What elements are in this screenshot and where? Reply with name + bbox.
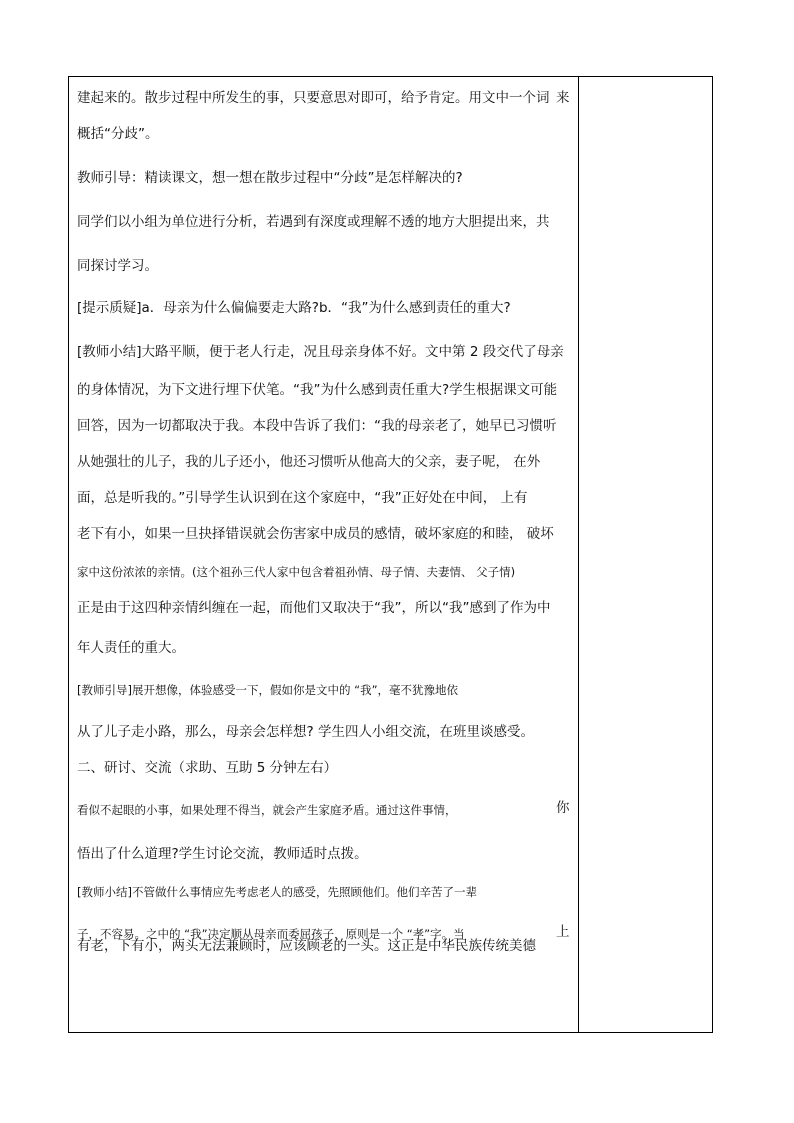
text-line: 有老，下有小，两头无法兼顾时，应该顾老的一头。这正是中华民族传统美德 [77,938,536,954]
text-line: 看似不起眼的小事，如果处理不得当，就会产生家庭矛盾。通过这件事情， [77,803,457,817]
text-line: [提示质疑]a．母亲为什么偏偏要走大路?b．“我”为什么感到责任的重大? [77,300,511,316]
text-line: [教师小结]不管做什么事情应先考虑老人的感受，先照顾他们。他们辛苦了一辈 [77,885,477,899]
text-line: 同探讨学习。 [77,258,158,274]
text-line: 同学们以小组为单位进行分析，若遇到有深度或理解不透的地方大胆提出来，共 [77,214,550,230]
text-line: 概括“分歧”。 [77,126,159,142]
text-line: 教师引导：精读课文，想一想在散步过程中“分歧”是怎样解决的? [77,170,463,186]
text-line: 面，总是听我的。”引导学生认识到在这个家庭中，“我”正好处在中间， 上有 [77,490,528,506]
line-end-text: 你 [556,800,570,816]
line-end-text: 来 [556,90,570,106]
text-line: 子，不容易。之中的 “我”决定顺从母亲而委屈孩子，原则是一个 “孝”字。当 [77,927,465,941]
line-end-text: 上 [556,924,570,940]
text-line: 回答，因为一切都取决于我。本段中告诉了我们：“我的母亲老了，她早已习惯听 [77,418,557,434]
text-line: 从了儿子走小路，那么，母亲会怎样想? 学生四人小组交流，在班里谈感受。 [77,724,534,740]
text-line: 老下有小，如果一旦抉择错误就会伤害家中成员的感情，破坏家庭的和睦， 破坏 [77,526,554,542]
text-line: 家中这份浓浓的亲情。(这个祖孙三代人家中包含着祖孙情、母子情、夫妻情、 父子情) [77,565,516,579]
lesson-plan-table [68,76,713,1033]
text-line: 年人责任的重大。 [77,640,185,656]
column-divider [578,77,579,1032]
text-line: [教师引导]展开想像，体验感受一下，假如你是文中的 “我”，毫不犹豫地依 [77,683,459,697]
text-line: 从她强壮的儿子，我的儿子还小，他还习惯听从他高大的父亲，妻子呢， 在外 [77,454,541,470]
text-line: 的身体情况，为下文进行埋下伏笔。“我”为什么感到责任重大?学生根据课文可能 [77,382,558,398]
text-line: 建起来的。散步过程中所发生的事，只要意思对即可，给予肯定。用文中一个词 [77,90,550,106]
text-line: [教师小结]大路平顺，便于老人行走，况且母亲身体不好。文中第 2 段交代了母亲 [77,344,564,360]
text-line: 二、研讨、交流（求助、互助 5 分钟左右） [77,760,338,776]
text-line: 正是由于这四种亲情纠缠在一起，而他们又取决于“我”，所以“我”感到了作为中 [77,600,551,616]
text-line: 悟出了什么道理?学生讨论交流，教师适时点拨。 [77,846,368,862]
